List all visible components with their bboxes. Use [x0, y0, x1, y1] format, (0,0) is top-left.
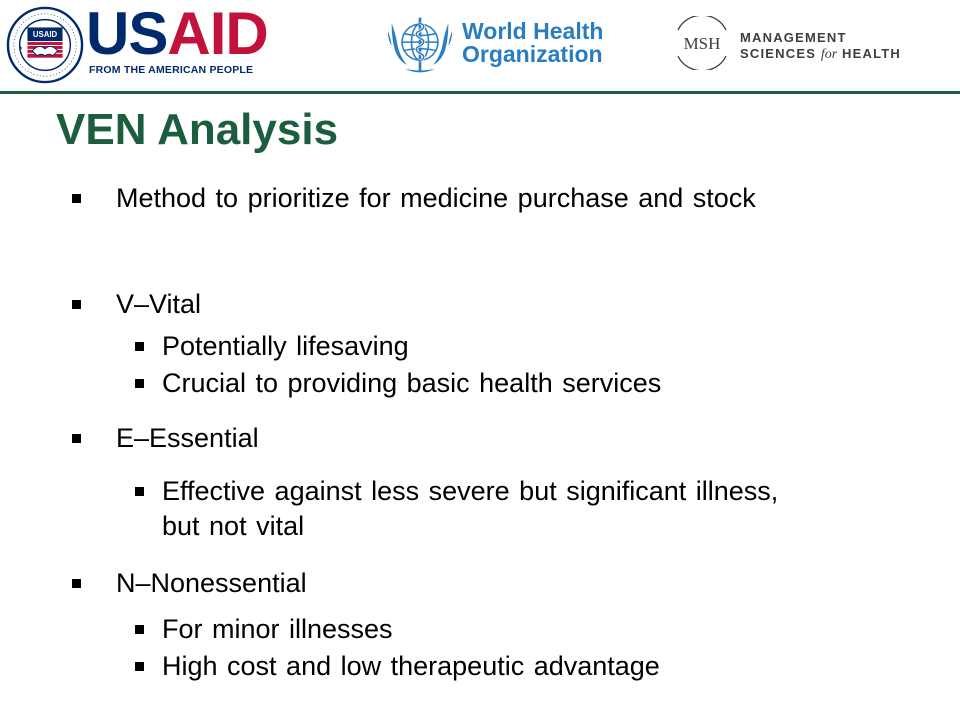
msh-name-line1: MANAGEMENT: [740, 30, 847, 45]
bullet-text: Method to prioritize for medicine purchase and stock: [116, 183, 756, 213]
bullet-square-icon: [135, 379, 144, 388]
bullet-square-icon: [135, 662, 144, 671]
bullet-text: For minor illnesses: [162, 614, 393, 644]
bullet-square-icon: [135, 342, 144, 351]
bullet-square-icon: [72, 194, 81, 203]
bullet-square-icon: [135, 625, 144, 634]
usaid-seal-icon: [6, 6, 84, 84]
svg-text:USAID: USAID: [32, 30, 58, 40]
usaid-word-aid: AID: [167, 0, 268, 67]
sub-bullet-item: [162, 474, 812, 544]
msh-word-health: HEALTH: [842, 46, 901, 61]
who-name-line1: World Health: [462, 18, 604, 44]
msh-initials: MSH: [683, 34, 721, 53]
bullet-text: Crucial to providing basic health services: [162, 368, 662, 398]
bullet-text: E–Essential: [116, 423, 259, 453]
bullet-item: [116, 181, 816, 216]
bullet-text: V–Vital: [116, 289, 202, 319]
bullet-text: N–Nonessential: [116, 568, 307, 598]
msh-name-line2: [740, 46, 901, 63]
usaid-wordmark: [86, 0, 268, 67]
bullet-item: [116, 566, 816, 601]
sub-bullet-item: [162, 366, 842, 401]
bullet-square-icon: [72, 434, 81, 443]
bullet-square-icon: [72, 300, 81, 309]
msh-wordmark: [740, 30, 901, 63]
sub-bullet-item: [162, 649, 842, 684]
msh-logo-icon: [670, 16, 734, 70]
logo-bar: [0, 0, 960, 90]
bullet-item: [116, 421, 816, 456]
bullet-text: Potentially lifesaving: [162, 331, 409, 361]
bullet-square-icon: [135, 487, 144, 496]
msh-word-for: for: [820, 47, 838, 62]
msh-word-sciences: SCIENCES: [740, 46, 817, 61]
sub-bullet-item: [162, 612, 842, 647]
sub-bullet-item: [162, 329, 842, 364]
bullet-item: [116, 287, 816, 322]
usaid-tagline: FROM THE AMERICAN PEOPLE: [89, 64, 254, 76]
who-name-line2: Organization: [462, 41, 603, 67]
header-divider: [0, 91, 960, 94]
bullet-square-icon: [72, 579, 81, 588]
who-emblem-icon: [382, 10, 458, 80]
bullet-text: High cost and low therapeutic advantage: [162, 651, 660, 681]
usaid-word-us: US: [86, 0, 168, 67]
bullet-text: Effective against less severe but significant illness, but not vital: [162, 476, 779, 541]
slide-title: VEN Analysis: [56, 105, 339, 154]
who-wordmark: [462, 20, 603, 66]
